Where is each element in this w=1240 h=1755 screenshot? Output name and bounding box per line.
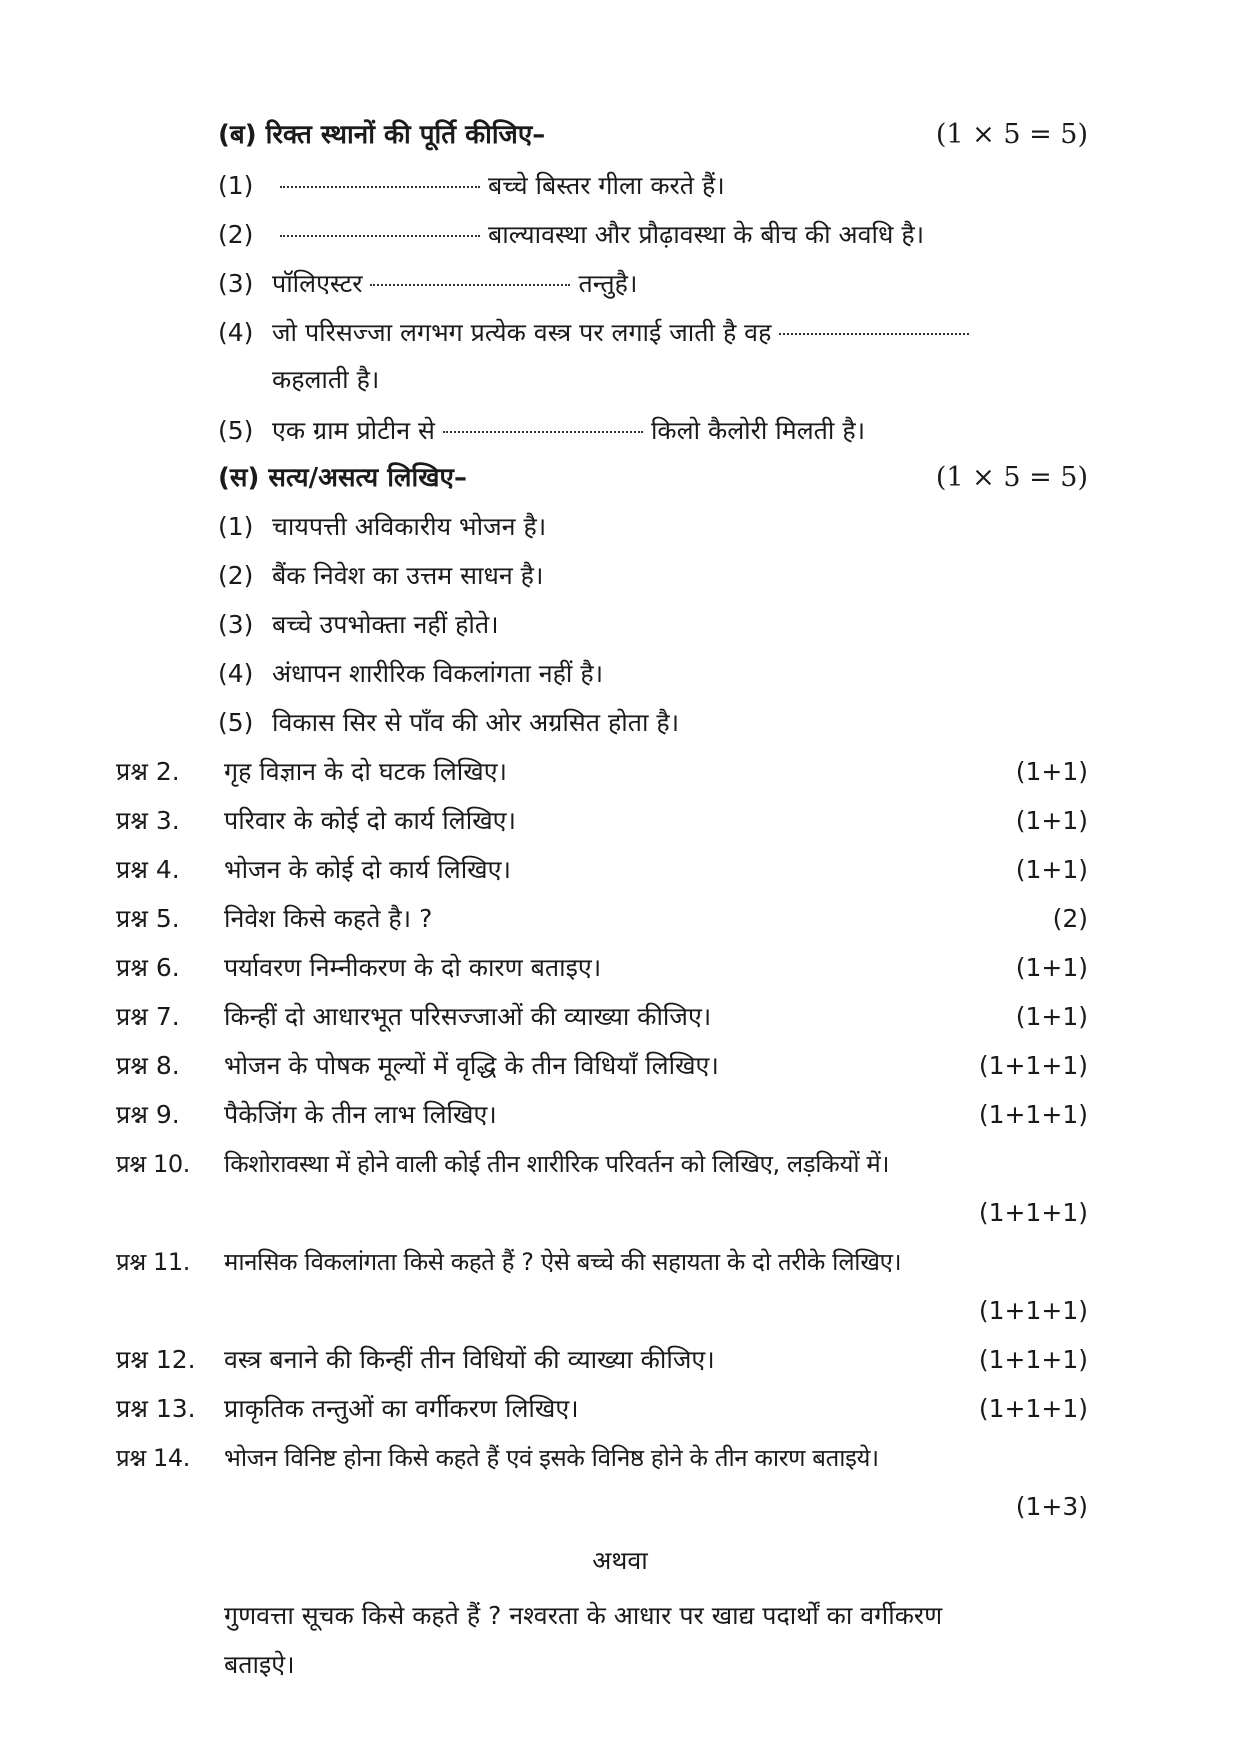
fill-item-5 <box>218 409 865 449</box>
question-label: प्रश्न 9. <box>116 1100 180 1129</box>
question-label: प्रश्न 3. <box>116 806 180 835</box>
item-text: चायपत्ती अविकारीय भोजन है। <box>272 512 547 541</box>
item-text: अंधापन शारीरिक विकलांगता नहीं है। <box>272 659 604 688</box>
question-label: प्रश्न 14. <box>116 1444 191 1472</box>
fill-item-4 <box>218 311 977 351</box>
question-7-marks: (1+1) <box>1015 1002 1088 1031</box>
item-text: बैंक निवेश का उत्तम साधन है। <box>272 561 544 590</box>
item-number: (4) <box>218 318 254 347</box>
item-text: बाल्यावस्था और प्रौढ़ावस्था के बीच की अवधि है। <box>488 220 925 249</box>
tf-item-2 <box>218 556 543 596</box>
question-9-marks: (1+1+1) <box>978 1100 1088 1129</box>
question-text: प्राकृतिक तन्तुओं का वर्गीकरण लिखिए। <box>224 1394 579 1423</box>
tf-item-5 <box>218 703 679 743</box>
question-text: भोजन के कोई दो कार्य लिखिए। <box>224 855 511 884</box>
blank-dots <box>280 164 480 188</box>
question-4 <box>116 850 511 890</box>
blank-dots <box>280 213 480 237</box>
question-13-marks: (1+1+1) <box>978 1394 1088 1423</box>
question-4-marks: (1+1) <box>1015 855 1088 884</box>
item-number: (4) <box>218 659 254 688</box>
fill-item-3 <box>218 262 637 302</box>
question-5-marks: (2) <box>1052 904 1088 933</box>
question-label: प्रश्न 6. <box>116 953 180 982</box>
question-text: गृह विज्ञान के दो घटक लिखिए। <box>224 757 508 786</box>
question-6-marks: (1+1) <box>1015 953 1088 982</box>
item-number: (3) <box>218 269 254 298</box>
question-text: किशोरावस्था में होने वाली कोई तीन शारीरिक परिवर्तन को लिखिए, लड़कियों में। <box>224 1150 890 1178</box>
question-text: पर्यावरण निम्नीकरण के दो कारण बताइए। <box>224 953 602 982</box>
question-label: प्रश्न 13. <box>116 1394 196 1423</box>
question-10 <box>116 1144 889 1184</box>
item-number: (3) <box>218 610 254 639</box>
item-text: बच्चे बिस्तर गीला करते हैं। <box>488 171 725 200</box>
section-b-marks: (1 × 5 = 5) <box>935 119 1088 150</box>
question-13 <box>116 1389 579 1429</box>
item-text-after: किलो कैलोरी मिलती है। <box>650 416 866 445</box>
item-text: विकास सिर से पाँव की ओर अग्रसित होता है। <box>272 708 680 737</box>
section-c-title: (स) सत्य/असत्य लिखिए– <box>218 463 467 493</box>
question-14-marks: (1+3) <box>1015 1492 1088 1521</box>
fill-item-2 <box>218 213 924 253</box>
question-12 <box>116 1340 715 1380</box>
item-number: (5) <box>218 416 254 445</box>
section-c-marks: (1 × 5 = 5) <box>935 462 1088 493</box>
question-text: भोजन विनिष्ट होना किसे कहते हैं एवं इसके विनिष्ठ होने के तीन कारण बताइये। <box>224 1444 879 1472</box>
question-6 <box>116 948 601 988</box>
tf-item-3 <box>218 605 499 645</box>
question-3 <box>116 801 516 841</box>
alternative-question-line-1: गुणवत्ता सूचक किसे कहते हैं ? नश्वरता के आधार पर खाद्य पदार्थों का वर्गीकरण <box>224 1601 943 1630</box>
item-number: (2) <box>218 561 254 590</box>
question-8-marks: (1+1+1) <box>978 1051 1088 1080</box>
question-text: परिवार के कोई दो कार्य लिखिए। <box>224 806 516 835</box>
or-label: अथवा <box>592 1546 648 1575</box>
question-2-marks: (1+1) <box>1015 757 1088 786</box>
question-label: प्रश्न 2. <box>116 757 180 786</box>
blank-dots <box>443 409 643 433</box>
question-label: प्रश्न 5. <box>116 904 180 933</box>
question-3-marks: (1+1) <box>1015 806 1088 835</box>
question-14 <box>116 1438 879 1478</box>
fill-item-1 <box>218 164 725 204</box>
question-8 <box>116 1046 719 1086</box>
question-text: वस्त्र बनाने की किन्हीं तीन विधियों की व्याख्या कीजिए। <box>224 1345 715 1374</box>
tf-item-4 <box>218 654 603 694</box>
blank-dots <box>370 262 570 286</box>
question-5 <box>116 899 432 939</box>
item-number: (5) <box>218 708 254 737</box>
item-text-before: जो परिसज्जा लगभग प्रत्येक वस्त्र पर लगाई जाती है वह <box>272 318 772 347</box>
item-number: (1) <box>218 512 254 541</box>
question-label: प्रश्न 4. <box>116 855 180 884</box>
blank-dots <box>779 311 969 335</box>
question-text: निवेश किसे कहते है। ? <box>224 904 433 933</box>
question-label: प्रश्न 12. <box>116 1345 196 1374</box>
item-number: (1) <box>218 171 254 200</box>
alternative-question-line-2: बताइऐ। <box>224 1650 295 1679</box>
question-label: प्रश्न 10. <box>116 1150 191 1178</box>
question-text: भोजन के पोषक मूल्यों में वृद्धि के तीन विधियाँ लिखिए। <box>224 1051 719 1080</box>
question-text: मानसिक विकलांगता किसे कहते हैं ? ऐसे बच्चे की सहायता के दो तरीके लिखिए। <box>224 1248 902 1276</box>
question-10-marks: (1+1+1) <box>978 1198 1088 1227</box>
question-12-marks: (1+1+1) <box>978 1345 1088 1374</box>
question-text: किन्हीं दो आधारभूत परिसज्जाओं की व्याख्या कीजिए। <box>224 1002 712 1031</box>
tf-item-1 <box>218 507 546 547</box>
question-label: प्रश्न 8. <box>116 1051 180 1080</box>
fill-item-4-continuation: कहलाती है। <box>272 365 380 394</box>
item-text: बच्चे उपभोक्ता नहीं होते। <box>272 610 499 639</box>
section-b-title: (ब) रिक्त स्थानों की पूर्ति कीजिए– <box>218 120 546 150</box>
question-2 <box>116 752 507 792</box>
item-text-after: तन्तुहै। <box>578 269 638 298</box>
question-11 <box>116 1242 901 1282</box>
question-11-marks: (1+1+1) <box>978 1296 1088 1325</box>
question-label: प्रश्न 7. <box>116 1002 180 1031</box>
item-text-before: एक ग्राम प्रोटीन से <box>272 416 435 445</box>
item-text-before: पॉलिएस्टर <box>272 269 363 298</box>
question-label: प्रश्न 11. <box>116 1248 191 1276</box>
item-number: (2) <box>218 220 254 249</box>
question-text: पैकेजिंग के तीन लाभ लिखिए। <box>224 1100 497 1129</box>
question-7 <box>116 997 711 1037</box>
question-9 <box>116 1095 497 1135</box>
